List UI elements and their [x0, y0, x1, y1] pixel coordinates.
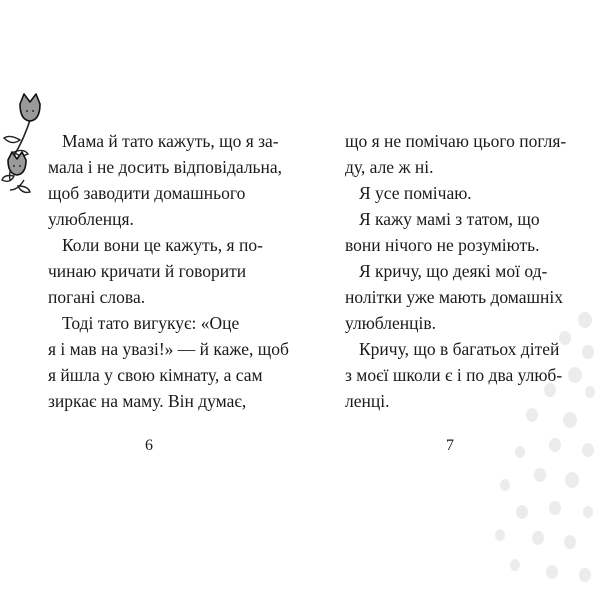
text-line: Коли вони це кажуть, я по-	[62, 235, 263, 255]
text-line: Я кричу, що деякі мої од-	[359, 261, 548, 281]
text-line: ду, але ж ні.	[345, 157, 434, 177]
text-line: щоб заводити домашнього	[48, 183, 246, 203]
text-line: мала і не досить відповідальна,	[48, 157, 283, 177]
text-line: я йшла у свою кімнату, а сам	[48, 365, 263, 385]
text-line: Мама й тато кажуть, що я за-	[62, 131, 279, 151]
text-line: я і мав на увазі!» — й каже, щоб	[48, 339, 289, 359]
text-line: улюбленця.	[48, 209, 134, 229]
text-line: ленці.	[345, 391, 390, 411]
page-number: 6	[145, 437, 153, 454]
page-number: 7	[446, 437, 454, 454]
text-line: Тоді тато вигукує: «Оце	[62, 313, 240, 333]
text-line: Я усе помічаю.	[359, 183, 472, 203]
text-line: улюбленців.	[345, 313, 436, 333]
text-line: з моєї школи є і по два улюб-	[345, 365, 563, 385]
text-line: що я не помічаю цього погля-	[345, 131, 567, 151]
right-page	[300, 0, 600, 600]
text-line: погані слова.	[48, 287, 146, 307]
text-line: нолітки уже мають домашніх	[345, 287, 563, 307]
text-line: зиркає на маму. Він думає,	[48, 391, 247, 411]
text-line: вони нічого не розуміють.	[345, 235, 540, 255]
text-line: чинаю кричати й говорити	[48, 261, 247, 281]
text-line: Я кажу мамі з татом, що	[359, 209, 540, 229]
text-line: Кричу, що в багатьох дітей	[359, 339, 560, 359]
